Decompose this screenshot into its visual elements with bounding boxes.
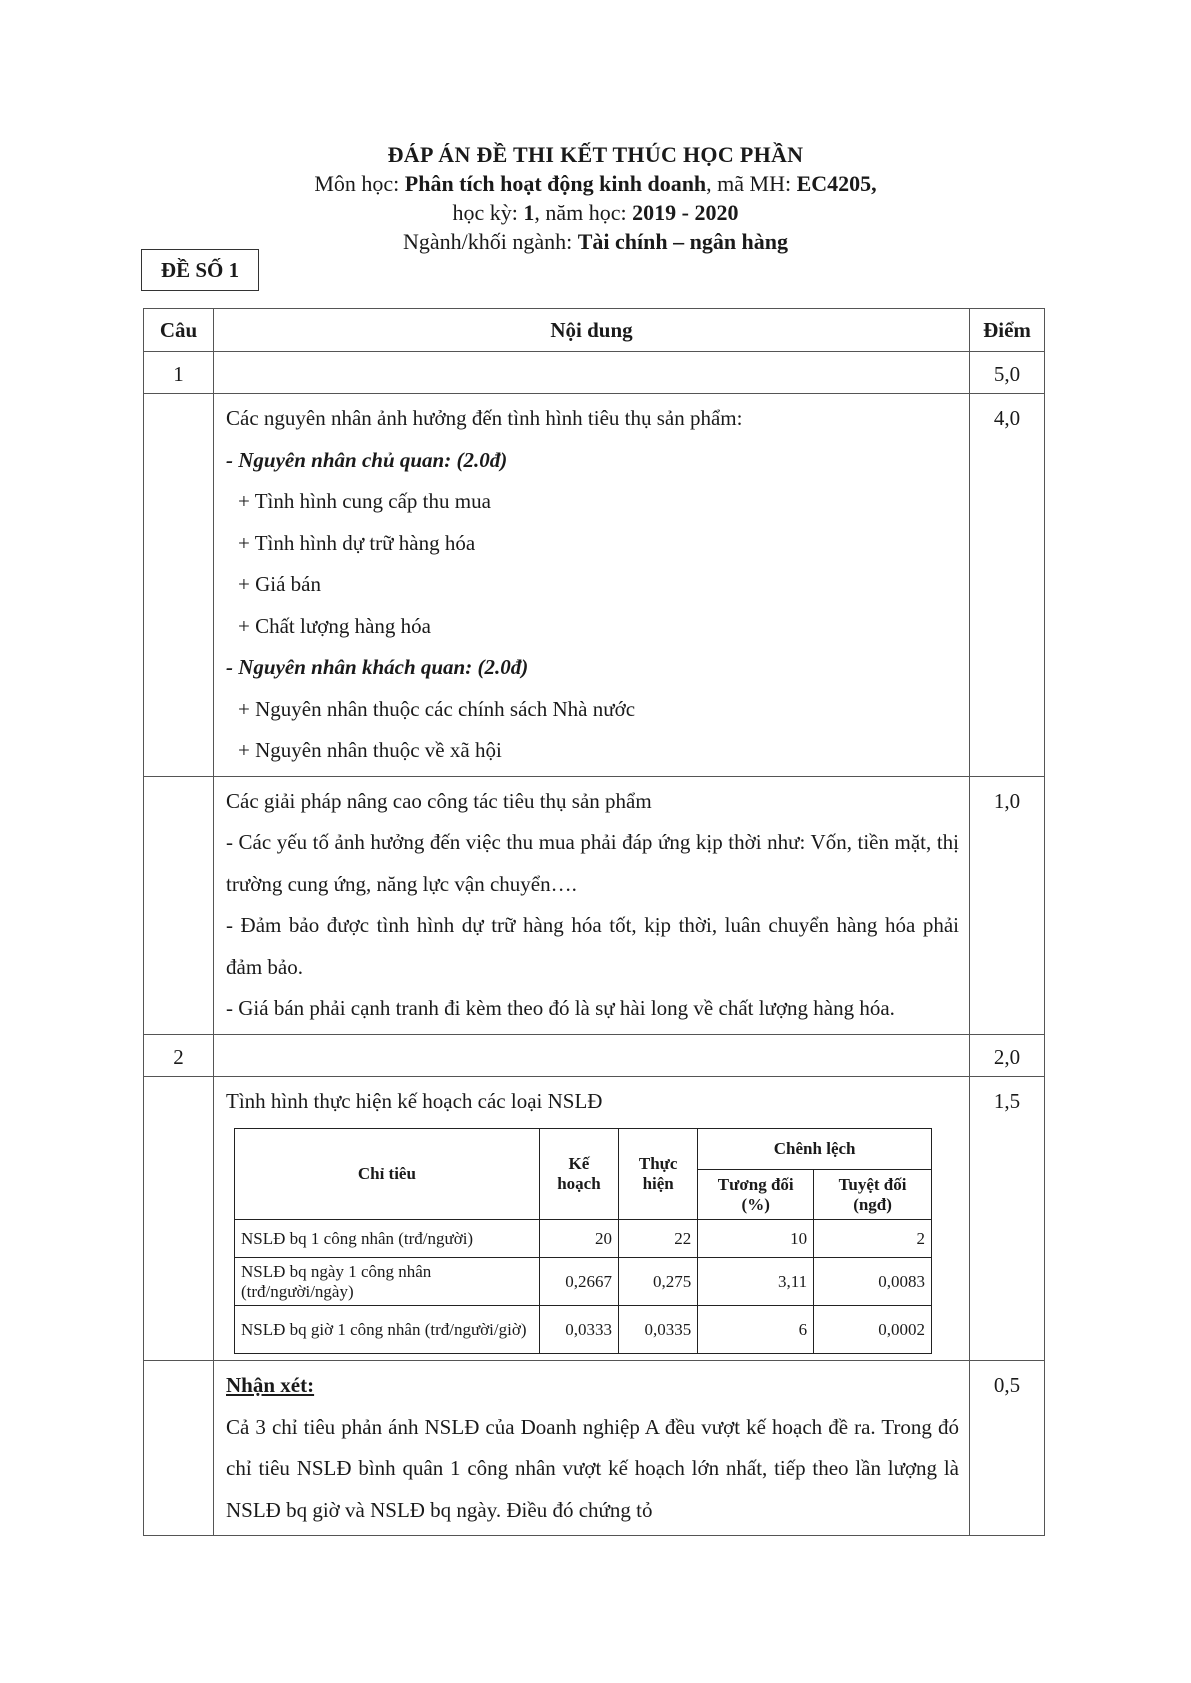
q2-score: 2,0	[970, 1034, 1045, 1076]
col-chi-tieu: Chỉ tiêu	[235, 1129, 540, 1220]
q1-part1-empty	[144, 394, 214, 777]
list-item: - Các yếu tố ảnh hưởng đến việc thu mua phải đáp ứng kịp thời như: Vốn, tiền mặt, thị trường cung ứng, năng lực vận chuyển….	[226, 830, 959, 896]
q1-part1-intro: Các nguyên nhân ảnh hưởng đến tình hình tiêu thụ sản phẩm:	[226, 406, 743, 430]
col-thuc-hien: Thực hiện	[619, 1129, 698, 1220]
q1-part2-empty	[144, 776, 214, 1034]
list-item: + Nguyên nhân thuộc về xã hội	[238, 738, 502, 762]
document-header	[0, 140, 1191, 256]
course-line	[0, 169, 1191, 198]
major-value: Tài chính – ngân hàng	[577, 229, 789, 254]
cell-ke-hoach: 0,0333	[539, 1306, 618, 1354]
q2-part1-score: 1,5	[970, 1076, 1045, 1361]
cell-tuyet-doi: 0,0002	[814, 1306, 932, 1354]
list-item: + Chất lượng hàng hóa	[238, 613, 431, 638]
q1-part1-row	[144, 394, 1045, 777]
col-tuyet-doi: Tuyệt đối (ngđ)	[814, 1170, 932, 1220]
year-value: 2019 - 2020	[632, 200, 739, 225]
productivity-table	[234, 1128, 932, 1354]
list-item: - Giá bán phải cạnh tranh đi kèm theo đó là sự hài long về chất lượng hàng hóa.	[226, 996, 895, 1020]
semester-label: học kỳ:	[452, 200, 524, 225]
header-noi-dung: Nội dung	[214, 309, 970, 352]
exam-number-box: ĐỀ SỐ 1	[141, 249, 259, 291]
q1-part1-score: 4,0	[970, 394, 1045, 777]
q1-part2-row	[144, 776, 1045, 1034]
table-row	[235, 1220, 932, 1258]
remarks-text: Cả 3 chỉ tiêu phản ánh NSLĐ của Doanh nghiệp A đều vượt kế hoạch đề ra. Trong đó chỉ tiêu NSLĐ bình quân 1 công nhân vượt kế hoạch lớn nhất, tiếp theo lần lượng là NSLĐ bq giờ và NSLĐ bq ngày. Điều đó chứng tỏ	[226, 1414, 959, 1522]
list-item: + Nguyên nhân thuộc các chính sách Nhà nước	[238, 696, 636, 721]
col-ke-hoach: Kế hoạch	[539, 1129, 618, 1220]
q1-part2-score: 1,0	[970, 776, 1045, 1034]
list-item: + Tình hình cung cấp thu mua	[238, 489, 491, 513]
major-label: Ngành/khối ngành:	[402, 229, 578, 254]
q1-row	[144, 352, 1045, 394]
q1-part2-intro: Các giải pháp nâng cao công tác tiêu thụ sản phẩm	[226, 788, 652, 813]
header-cau: Câu	[144, 309, 214, 352]
year-label: , năm học:	[534, 200, 633, 225]
answer-table-wrapper	[143, 308, 1045, 1536]
q2-part1-intro: Tình hình thực hiện kế hoạch các loại NSLĐ	[226, 1088, 603, 1113]
table-row	[235, 1258, 932, 1306]
cell-tuyet-doi: 2	[814, 1220, 932, 1258]
cell-tuong-doi: 3,11	[698, 1258, 814, 1306]
q1-part1-content	[214, 394, 970, 777]
q2-number: 2	[144, 1034, 214, 1076]
row-name: NSLĐ bq 1 công nhân (trđ/người)	[235, 1220, 540, 1258]
q1-part2-content	[214, 776, 970, 1034]
cell-thuc-hien: 22	[619, 1220, 698, 1258]
header-diem: Điểm	[970, 309, 1045, 352]
course-name: Phân tích hoạt động kinh doanh	[404, 171, 707, 196]
cell-ke-hoach: 0,2667	[539, 1258, 618, 1306]
list-item: - Đảm bảo được tình hình dự trữ hàng hóa tốt, kịp thời, luân chuyển hàng hóa phải đảm bảo.	[226, 913, 959, 979]
list-item: + Giá bán	[238, 572, 321, 596]
q1-score: 5,0	[970, 352, 1045, 394]
inner-header-row-1	[235, 1129, 932, 1170]
remarks-title: Nhận xét:	[226, 1373, 315, 1397]
row-name: NSLĐ bq giờ 1 công nhân (trđ/người/giờ)	[235, 1306, 540, 1354]
answer-table	[143, 308, 1045, 1536]
q2-part2-content	[214, 1361, 970, 1536]
cell-thuc-hien: 0,0335	[619, 1306, 698, 1354]
table-row	[235, 1306, 932, 1354]
q1-number: 1	[144, 352, 214, 394]
cell-tuong-doi: 10	[698, 1220, 814, 1258]
subjective-title: - Nguyên nhân chủ quan: (2.0đ)	[226, 447, 508, 472]
semester-value: 1	[523, 200, 535, 225]
q1-empty	[214, 352, 970, 394]
cell-tuong-doi: 6	[698, 1306, 814, 1354]
col-tuong-doi: Tương đối (%)	[698, 1170, 814, 1220]
objective-title: - Nguyên nhân khách quan: (2.0đ)	[226, 655, 529, 679]
q2-empty	[214, 1034, 970, 1076]
q2-part1-row	[144, 1076, 1045, 1361]
table-header-row	[144, 309, 1045, 352]
col-chenh-lech: Chênh lệch	[698, 1129, 932, 1170]
course-code: EC4205,	[796, 171, 877, 196]
q2-part2-row	[144, 1361, 1045, 1536]
q2-part1-empty	[144, 1076, 214, 1361]
q2-row	[144, 1034, 1045, 1076]
cell-tuyet-doi: 0,0083	[814, 1258, 932, 1306]
list-item: + Tình hình dự trữ hàng hóa	[238, 530, 476, 555]
course-code-label: , mã MH:	[706, 171, 797, 196]
q2-part1-content	[214, 1076, 970, 1361]
cell-ke-hoach: 20	[539, 1220, 618, 1258]
cell-thuc-hien: 0,275	[619, 1258, 698, 1306]
q2-part2-score: 0,5	[970, 1361, 1045, 1536]
q2-part2-empty	[144, 1361, 214, 1536]
document-title: ĐÁP ÁN ĐỀ THI KẾT THÚC HỌC PHẦN	[387, 142, 804, 167]
semester-line	[0, 198, 1191, 227]
row-name: NSLĐ bq ngày 1 công nhân (trđ/người/ngày)	[235, 1258, 540, 1306]
course-label: Môn học:	[314, 171, 405, 196]
